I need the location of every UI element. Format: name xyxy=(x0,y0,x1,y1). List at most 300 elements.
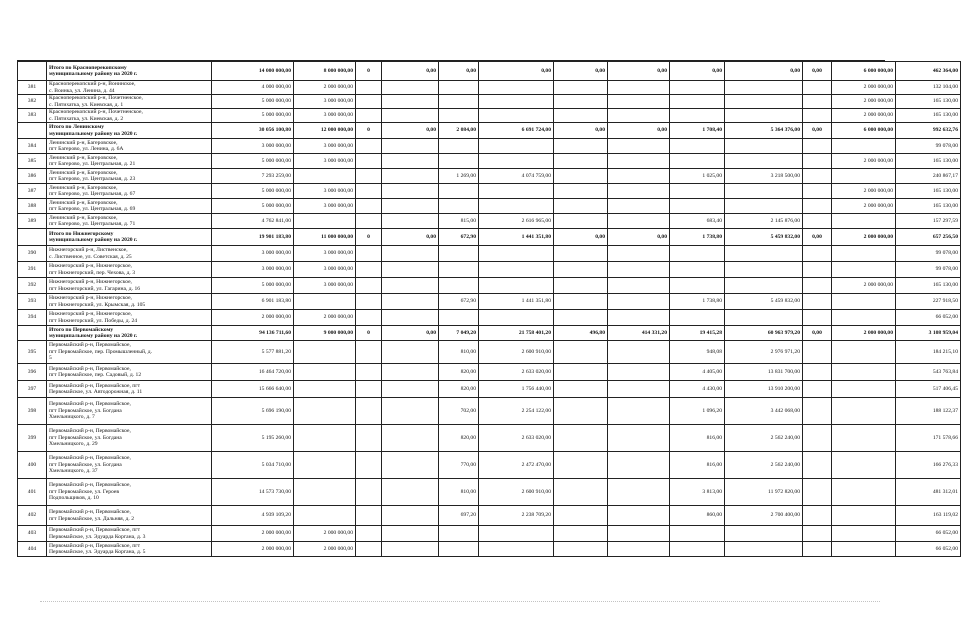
value-cell xyxy=(803,341,832,364)
address-line: пгт Первомайское, ул. Богдана xyxy=(49,461,122,468)
value-cell xyxy=(554,246,608,262)
value-cell: 496,80 xyxy=(554,326,608,341)
value-cell: 3 000 000,00 xyxy=(294,139,356,154)
value-cell xyxy=(479,81,554,95)
address-line: с. Воинка, ул. Ленина, д. 44 xyxy=(49,87,115,94)
value-cell xyxy=(382,452,439,479)
value-cell xyxy=(803,294,832,310)
row-number xyxy=(18,123,47,139)
value-cell xyxy=(294,425,356,452)
value-cell: 2 600 910,00 xyxy=(479,479,554,506)
value-cell xyxy=(803,506,832,526)
value-cell xyxy=(382,278,439,294)
value-cell xyxy=(725,95,803,109)
value-cell xyxy=(439,199,479,214)
address-cell xyxy=(47,154,212,169)
value-cell: 3 000 000,00 xyxy=(294,184,356,199)
value-cell: 0,00 xyxy=(554,123,608,139)
value-cell: 702,00 xyxy=(439,398,479,425)
value-cell: 4 762 841,00 xyxy=(212,214,294,229)
address-cell xyxy=(47,169,212,184)
value-cell: 4 074 759,00 xyxy=(479,169,554,184)
value-cell xyxy=(294,214,356,229)
table-row xyxy=(18,526,961,542)
value-cell xyxy=(725,139,803,154)
value-cell: 2 000 000,00 xyxy=(294,310,356,326)
register-table xyxy=(17,61,961,557)
value-cell: 0,00 xyxy=(608,229,670,246)
value-cell: 3 108 959,04 xyxy=(896,326,961,341)
value-cell xyxy=(832,169,896,184)
value-cell xyxy=(803,199,832,214)
address-line: пгт Багерово, ул. Ленина, д. 6А xyxy=(49,146,124,152)
value-cell xyxy=(479,95,554,109)
address-line: 5 xyxy=(49,355,52,362)
row-number: 396 xyxy=(18,364,47,381)
value-cell xyxy=(608,381,670,398)
value-cell xyxy=(382,262,439,278)
address-line: пгт Нижнегорский, пер. Чехова, д. 3 xyxy=(49,269,136,276)
value-cell xyxy=(803,139,832,154)
table-row xyxy=(18,169,961,184)
value-cell xyxy=(725,184,803,199)
value-cell: 6 691 724,00 xyxy=(479,123,554,139)
value-cell: 99 078,00 xyxy=(896,246,961,262)
address-line: Нижнегорский р-н, Нижнегорское, xyxy=(49,263,132,270)
value-cell xyxy=(382,425,439,452)
value-cell: 171 578,66 xyxy=(896,425,961,452)
row-number: 384 xyxy=(18,139,47,154)
value-cell: 188 122,37 xyxy=(896,398,961,425)
value-cell xyxy=(554,364,608,381)
address-cell xyxy=(47,479,212,506)
value-cell xyxy=(803,526,832,542)
value-cell xyxy=(803,364,832,381)
value-cell: 2 633 020,00 xyxy=(479,425,554,452)
row-number: 388 xyxy=(18,199,47,214)
table-row xyxy=(18,294,961,310)
address-line: Хмельницкого, д. 29 xyxy=(49,441,98,448)
value-cell xyxy=(803,262,832,278)
address-line: пгт Нижнегорский, ул. Крымская, д. 105 xyxy=(49,301,146,308)
value-cell xyxy=(670,154,725,169)
value-cell xyxy=(479,139,554,154)
value-cell xyxy=(670,199,725,214)
address-line: Красноперекопский р-н, Почетненское, xyxy=(49,109,143,116)
value-cell: 66 052,00 xyxy=(896,542,961,557)
address-line: Первомайский р-н, Первомайское, пгт xyxy=(49,542,141,549)
value-cell: 3 000 000,00 xyxy=(294,109,356,123)
address-line: Первомайский р-н, Первомайское, xyxy=(49,342,131,349)
table-row xyxy=(18,139,961,154)
value-cell xyxy=(670,139,725,154)
value-cell: 2 000 000,00 xyxy=(294,81,356,95)
address-line: пгт Багерово, ул. Центральная, д. 21 xyxy=(49,161,136,167)
value-cell xyxy=(382,169,439,184)
value-cell xyxy=(382,341,439,364)
address-line: пгт Багерово, ул. Центральная, д. 71 xyxy=(49,221,136,227)
row-number: 402 xyxy=(18,506,47,526)
value-cell xyxy=(356,262,382,278)
address-cell xyxy=(47,95,212,109)
value-cell xyxy=(832,214,896,229)
value-cell xyxy=(608,262,670,278)
address-line: с. Пятихатка, ул. Киевская, д. 1 xyxy=(49,101,124,108)
value-cell: 30 056 100,80 xyxy=(212,123,294,139)
value-cell: 12 000 000,00 xyxy=(294,123,356,139)
value-cell xyxy=(608,294,670,310)
value-cell xyxy=(439,81,479,95)
value-cell: 165 130,00 xyxy=(896,95,961,109)
value-cell xyxy=(608,109,670,123)
address-line: Первомайский р-н, Первомайское, xyxy=(49,455,131,462)
table-row xyxy=(18,81,961,95)
row-number: 383 xyxy=(18,109,47,123)
address-cell xyxy=(47,214,212,229)
value-cell xyxy=(554,95,608,109)
value-cell xyxy=(608,278,670,294)
value-cell xyxy=(382,199,439,214)
value-cell: 5 000 000,00 xyxy=(212,154,294,169)
address-cell xyxy=(47,246,212,262)
value-cell: 5 577 881,20 xyxy=(212,341,294,364)
value-cell: 0,00 xyxy=(608,123,670,139)
value-cell xyxy=(608,452,670,479)
value-cell: 816,00 xyxy=(670,425,725,452)
scan-noise xyxy=(40,601,880,612)
table-row xyxy=(18,341,961,364)
table-row xyxy=(18,199,961,214)
value-cell xyxy=(356,425,382,452)
row-number: 394 xyxy=(18,310,47,326)
value-cell xyxy=(382,506,439,526)
address-cell xyxy=(47,294,212,310)
value-cell xyxy=(479,154,554,169)
address-line: Ленинский р-н, Багеровское, xyxy=(49,214,118,221)
value-cell: 1 269,00 xyxy=(439,169,479,184)
address-line: муниципальному району на 2020 г. xyxy=(49,130,138,137)
row-number: 390 xyxy=(18,246,47,262)
value-cell xyxy=(382,294,439,310)
value-cell xyxy=(439,95,479,109)
value-cell xyxy=(608,364,670,381)
address-cell xyxy=(47,81,212,95)
value-cell: 1 708,40 xyxy=(670,123,725,139)
address-cell xyxy=(47,542,212,557)
value-cell: 810,00 xyxy=(439,341,479,364)
value-cell xyxy=(670,246,725,262)
address-line: пгт Багерово, ул. Центральная, д. 69 xyxy=(49,206,136,212)
value-cell xyxy=(608,184,670,199)
value-cell: 1 738,80 xyxy=(670,229,725,246)
row-number: 385 xyxy=(18,154,47,169)
value-cell xyxy=(439,526,479,542)
value-cell xyxy=(670,184,725,199)
value-cell xyxy=(554,425,608,452)
value-cell xyxy=(554,526,608,542)
value-cell: 2 238 709,20 xyxy=(479,506,554,526)
address-cell xyxy=(47,364,212,381)
value-cell xyxy=(832,262,896,278)
value-cell xyxy=(832,526,896,542)
value-cell: 683,40 xyxy=(670,214,725,229)
address-line: Хмельницкого, д. 37 xyxy=(49,468,98,475)
value-cell xyxy=(294,294,356,310)
value-cell: 1 738,80 xyxy=(670,294,725,310)
value-cell xyxy=(608,81,670,95)
value-cell: 19 901 183,80 xyxy=(212,229,294,246)
address-cell xyxy=(47,262,212,278)
value-cell xyxy=(382,526,439,542)
value-cell xyxy=(554,398,608,425)
value-cell: 3 218 500,00 xyxy=(725,169,803,184)
value-cell: 1 025,00 xyxy=(670,169,725,184)
address-line: пгт Первомайское, ул. Героев xyxy=(49,488,119,495)
row-number: 381 xyxy=(18,81,47,95)
value-cell xyxy=(382,310,439,326)
value-cell xyxy=(356,506,382,526)
value-cell xyxy=(356,381,382,398)
value-cell xyxy=(608,526,670,542)
address-line: Первомайский р-н, Первомайское, xyxy=(49,428,131,435)
value-cell: 517 406,45 xyxy=(896,381,961,398)
value-cell: 2 145 876,00 xyxy=(725,214,803,229)
value-cell xyxy=(382,81,439,95)
value-cell: 2 472 470,00 xyxy=(479,452,554,479)
value-cell xyxy=(294,169,356,184)
value-cell xyxy=(803,169,832,184)
row-number: 391 xyxy=(18,262,47,278)
address-cell xyxy=(47,326,212,341)
value-cell: 3 000 000,00 xyxy=(212,262,294,278)
value-cell xyxy=(554,199,608,214)
value-cell xyxy=(439,542,479,557)
value-cell xyxy=(608,425,670,452)
value-cell xyxy=(554,341,608,364)
address-line: Первомайский р-н, Первомайское, xyxy=(49,509,131,516)
value-cell xyxy=(670,278,725,294)
value-cell xyxy=(608,341,670,364)
value-cell: 4 939 109,20 xyxy=(212,506,294,526)
value-cell xyxy=(554,381,608,398)
value-cell xyxy=(382,398,439,425)
value-cell xyxy=(554,184,608,199)
value-cell xyxy=(554,452,608,479)
row-number xyxy=(18,62,47,81)
value-cell: 165 130,00 xyxy=(896,154,961,169)
value-cell: 820,00 xyxy=(439,381,479,398)
value-cell: 14 573 730,00 xyxy=(212,479,294,506)
value-cell: 0,00 xyxy=(670,62,725,81)
address-line: пгт Нижнегорский, ул. Гагарина, д. 16 xyxy=(49,285,141,292)
address-line: Итого по Красноперекопскому xyxy=(49,64,127,71)
value-cell: 157 297,59 xyxy=(896,214,961,229)
address-line: Ленинский р-н, Багеровское, xyxy=(49,169,118,176)
value-cell xyxy=(356,81,382,95)
value-cell xyxy=(356,526,382,542)
value-cell: 2 700 400,00 xyxy=(725,506,803,526)
address-line: пгт Первомайское, пер. Садовый, д. 12 xyxy=(49,372,142,378)
value-cell xyxy=(479,199,554,214)
value-cell: 4 430,00 xyxy=(670,381,725,398)
address-cell xyxy=(47,452,212,479)
value-cell: 4 000 000,00 xyxy=(212,81,294,95)
value-cell: 2 000 000,00 xyxy=(832,109,896,123)
table-row xyxy=(18,364,961,381)
value-cell xyxy=(356,341,382,364)
value-cell xyxy=(608,479,670,506)
address-line: Первомайский р-н, Первомайское, пгт xyxy=(49,527,141,534)
value-cell: 1 756 440,00 xyxy=(479,381,554,398)
value-cell xyxy=(803,452,832,479)
value-cell xyxy=(356,310,382,326)
address-line: Первомайское, ул. Эдуарда Коргана, д. 3 xyxy=(49,533,146,540)
address-line: Итого по Ленинскому xyxy=(49,124,105,131)
value-cell: 66 052,00 xyxy=(896,526,961,542)
value-cell xyxy=(294,341,356,364)
address-line: с. Лиственное, ул. Советская, д. 25 xyxy=(49,253,132,260)
value-cell: 810,00 xyxy=(439,479,479,506)
value-cell xyxy=(356,246,382,262)
value-cell: 5 459 832,00 xyxy=(725,229,803,246)
value-cell xyxy=(382,542,439,557)
value-cell xyxy=(670,526,725,542)
address-line: Ленинский р-н, Багеровское, xyxy=(49,154,118,161)
value-cell: 5 459 832,00 xyxy=(725,294,803,310)
value-cell xyxy=(725,278,803,294)
total-row xyxy=(18,326,961,341)
value-cell xyxy=(725,526,803,542)
value-cell: 227 918,50 xyxy=(896,294,961,310)
value-cell: 0 xyxy=(356,229,382,246)
total-row xyxy=(18,62,961,81)
value-cell xyxy=(725,154,803,169)
value-cell: 2 000 000,00 xyxy=(294,526,356,542)
value-cell: 0 xyxy=(356,123,382,139)
value-cell xyxy=(803,109,832,123)
value-cell xyxy=(608,398,670,425)
row-number: 387 xyxy=(18,184,47,199)
value-cell xyxy=(356,398,382,425)
address-line: пгт Первомайское, ул. Богдана xyxy=(49,434,122,441)
value-cell: 5 000 000,00 xyxy=(212,184,294,199)
value-cell xyxy=(832,341,896,364)
value-cell xyxy=(608,542,670,557)
table-row xyxy=(18,154,961,169)
value-cell xyxy=(439,184,479,199)
address-line: Итого по Нижнегорскому xyxy=(49,230,114,237)
value-cell xyxy=(608,95,670,109)
table-row xyxy=(18,214,961,229)
row-number: 395 xyxy=(18,341,47,364)
value-cell xyxy=(725,81,803,95)
value-cell: 2 000 000,00 xyxy=(832,95,896,109)
address-cell xyxy=(47,229,212,246)
value-cell: 184 215,10 xyxy=(896,341,961,364)
value-cell xyxy=(554,542,608,557)
value-cell: 5 034 710,00 xyxy=(212,452,294,479)
value-cell xyxy=(832,381,896,398)
value-cell: 7 049,20 xyxy=(439,326,479,341)
value-cell: 240 867,17 xyxy=(896,169,961,184)
value-cell xyxy=(554,81,608,95)
value-cell xyxy=(608,169,670,184)
value-cell: 3 000 000,00 xyxy=(294,278,356,294)
value-cell xyxy=(356,479,382,506)
address-cell xyxy=(47,123,212,139)
value-cell xyxy=(832,542,896,557)
value-cell: 672,90 xyxy=(439,294,479,310)
table-row xyxy=(18,452,961,479)
address-line: Нижнегорский р-н, Лиственское, xyxy=(49,247,128,254)
value-cell: 165 130,00 xyxy=(896,199,961,214)
value-cell: 3 000 000,00 xyxy=(294,246,356,262)
value-cell xyxy=(803,398,832,425)
address-line: Итого по Первомайскому xyxy=(49,326,114,333)
value-cell: 6 901 183,80 xyxy=(212,294,294,310)
value-cell xyxy=(356,278,382,294)
value-cell: 94 136 711,60 xyxy=(212,326,294,341)
value-cell xyxy=(356,139,382,154)
address-line: пгт Багерово, ул. Центральная, д. 67 xyxy=(49,191,136,197)
row-number: 400 xyxy=(18,452,47,479)
value-cell: 0,00 xyxy=(725,62,803,81)
value-cell: 2 000 000,00 xyxy=(212,310,294,326)
value-cell: 0,00 xyxy=(554,62,608,81)
value-cell: 2 976 971,20 xyxy=(725,341,803,364)
address-line: Нижнегорский р-н, Нижнегорское, xyxy=(49,295,132,302)
address-line: пгт Первомайское, пер. Промышленный, д. xyxy=(49,348,153,355)
address-cell xyxy=(47,184,212,199)
value-cell xyxy=(608,506,670,526)
value-cell xyxy=(382,479,439,506)
value-cell xyxy=(554,310,608,326)
value-cell xyxy=(294,479,356,506)
table-row xyxy=(18,184,961,199)
table-row xyxy=(18,246,961,262)
value-cell xyxy=(803,95,832,109)
address-line: муниципальному району на 2020 г. xyxy=(49,71,138,77)
value-cell xyxy=(356,452,382,479)
address-cell xyxy=(47,278,212,294)
value-cell xyxy=(554,479,608,506)
value-cell: 816,00 xyxy=(670,452,725,479)
value-cell xyxy=(356,95,382,109)
value-cell xyxy=(725,199,803,214)
value-cell: 21 758 401,20 xyxy=(479,326,554,341)
address-cell xyxy=(47,341,212,364)
table-row xyxy=(18,398,961,425)
value-cell: 13 910 200,00 xyxy=(725,381,803,398)
value-cell xyxy=(554,109,608,123)
address-cell xyxy=(47,310,212,326)
value-cell: 2 562 240,00 xyxy=(725,425,803,452)
address-line: муниципальному району на 2020 г. xyxy=(49,333,138,339)
value-cell xyxy=(832,479,896,506)
value-cell: 15 666 640,00 xyxy=(212,381,294,398)
address-line: пгт Первомайское, ул. Богдана xyxy=(49,407,122,414)
value-cell: 5 000 000,00 xyxy=(212,109,294,123)
value-cell xyxy=(554,154,608,169)
value-cell xyxy=(356,109,382,123)
value-cell: 0,00 xyxy=(803,62,832,81)
value-cell xyxy=(725,542,803,557)
address-cell xyxy=(47,199,212,214)
value-cell xyxy=(803,246,832,262)
value-cell xyxy=(356,364,382,381)
value-cell xyxy=(479,109,554,123)
value-cell: 14 000 000,00 xyxy=(212,62,294,81)
